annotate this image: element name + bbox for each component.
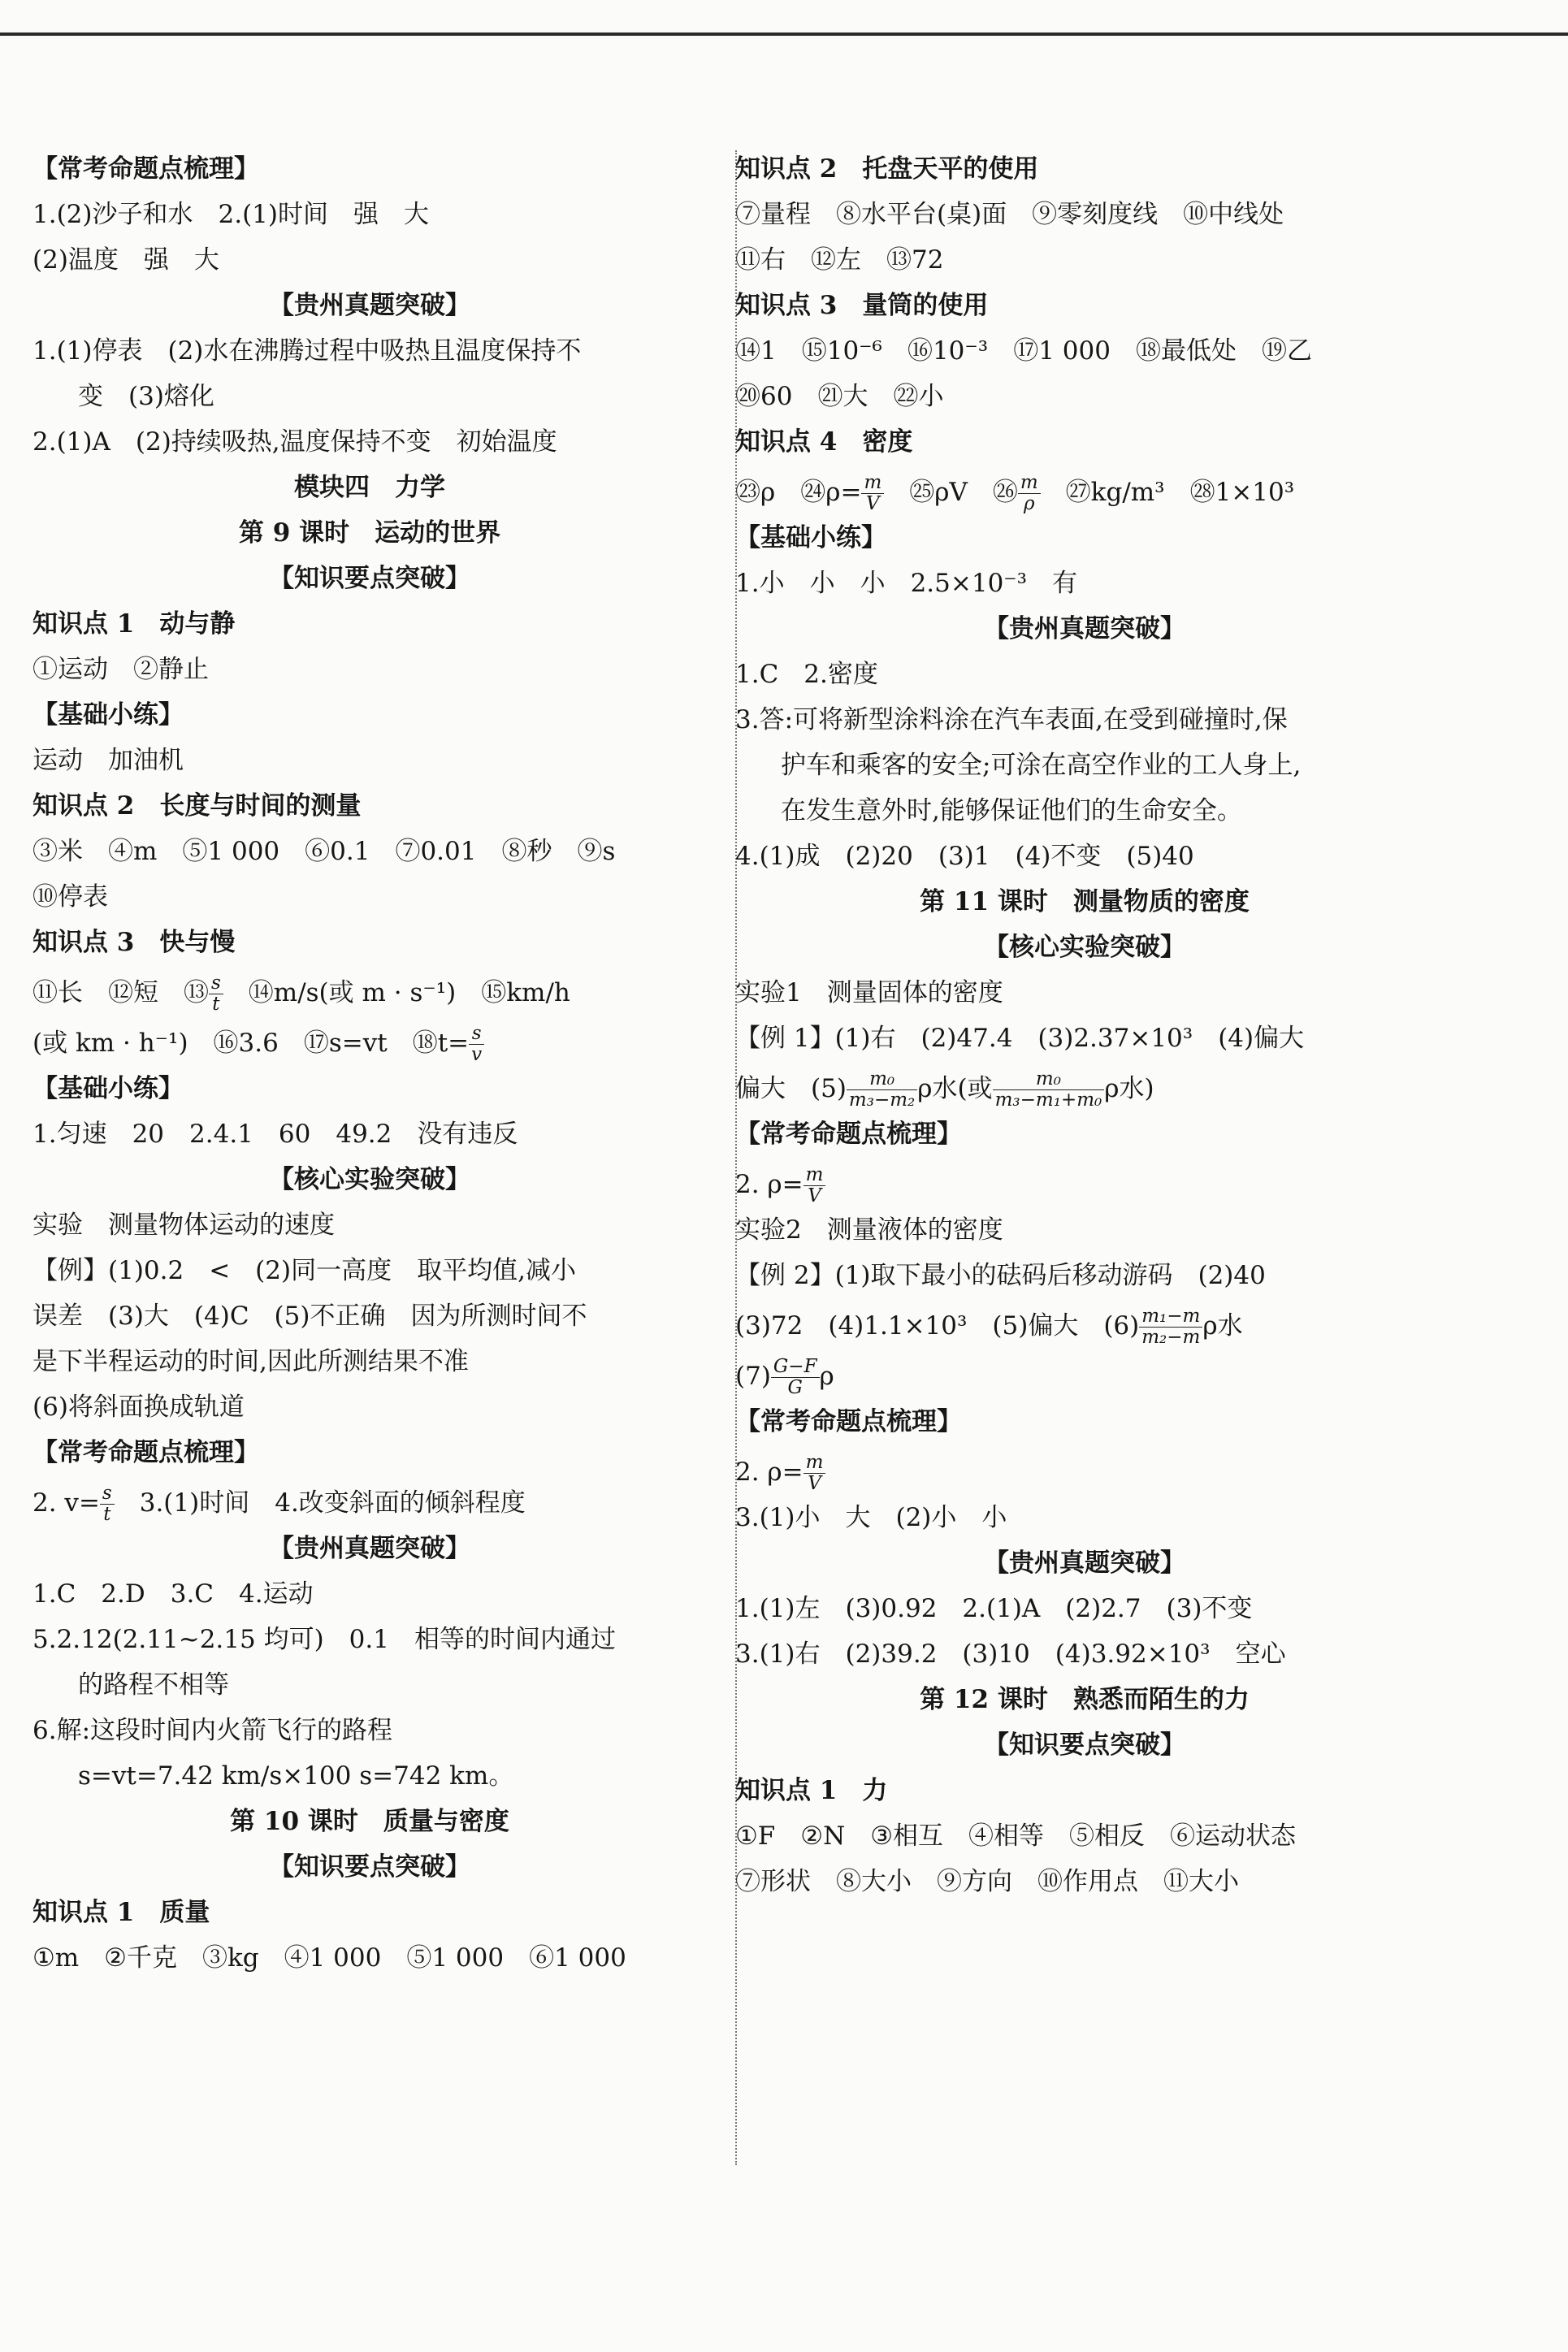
section-heading: 【常考命题点梳理】	[32, 154, 259, 184]
answer-line: 运动 加油机	[32, 746, 184, 775]
fraction	[100, 1484, 115, 1526]
fraction-denominator: t	[103, 1504, 111, 1525]
text-segment: (7)	[735, 1362, 771, 1391]
section-heading: 【常考命题点梳理】	[735, 1120, 962, 1149]
section-heading: 【核心实验突破】	[984, 933, 1185, 962]
text-segment: (或 km · h⁻¹) ⑯3.6 ⑰s=vt ⑱t=	[32, 1029, 470, 1058]
answer-line: 的路程不相等	[78, 1670, 229, 1700]
answer-line: ⑳60 ㉑大 ㉒小	[735, 382, 944, 411]
answer-line: ①F ②N ③相互 ④相等 ⑤相反 ⑥运动状态	[735, 1821, 1297, 1851]
experiment-heading: 实验1 测量固体的密度	[735, 978, 1003, 1007]
fraction	[469, 1024, 484, 1066]
answer-line: ⑪右 ⑫左 ⑬72	[735, 245, 944, 275]
answer-line: 1.匀速 20 2.4.1 60 49.2 没有违反	[32, 1120, 518, 1149]
text-segment: ⑪长 ⑫短 ⑬	[32, 978, 209, 1007]
fraction	[803, 1453, 826, 1495]
fraction	[993, 1069, 1105, 1111]
left-column	[32, 146, 707, 1981]
answer-line: ①运动 ②静止	[32, 655, 209, 684]
answer-line: ⑩停表	[32, 882, 108, 912]
section-heading: 【常考命题点梳理】	[32, 1438, 259, 1467]
section-heading: 【贵州真题突破】	[984, 1549, 1185, 1578]
fraction-denominator: V	[808, 1185, 821, 1206]
answer-line: 3.(1)小 大 (2)小 小	[735, 1503, 1007, 1532]
text-segment: 2. ρ=	[735, 1458, 803, 1487]
fraction-denominator: V	[808, 1473, 821, 1494]
fraction-denominator: m₂−m	[1141, 1327, 1201, 1348]
answer-line: 1.C 2.D 3.C 4.运动	[32, 1579, 314, 1609]
lesson-title: 第 12 课时 熟悉而陌生的力	[920, 1685, 1250, 1714]
fraction-numerator: m₁−m	[1139, 1306, 1202, 1328]
answer-line	[32, 1480, 707, 1526]
fraction-denominator: v	[471, 1044, 483, 1065]
section-heading: 【贵州真题突破】	[269, 291, 470, 320]
fraction-numerator: G−F	[771, 1357, 820, 1378]
knowledge-point-heading: 知识点 2 长度与时间的测量	[32, 791, 362, 821]
section-heading: 【贵州真题突破】	[984, 614, 1185, 643]
fraction-denominator: m₃−m₂	[848, 1089, 916, 1111]
section-heading: 【基础小练】	[32, 700, 184, 730]
fraction-denominator: t	[212, 994, 220, 1015]
lesson-title: 第 11 课时 测量物质的密度	[920, 887, 1250, 916]
fraction-numerator: m	[803, 1453, 826, 1474]
answer-line	[735, 1449, 1434, 1495]
answer-line: 1.(2)沙子和水 2.(1)时间 强 大	[32, 200, 429, 229]
answer-line: 3.(1)右 (2)39.2 (3)10 (4)3.92×10³ 空心	[735, 1639, 1286, 1669]
right-column	[735, 146, 1434, 1904]
fraction-denominator: V	[866, 493, 880, 514]
text-segment: ρ水(或	[917, 1074, 993, 1103]
section-heading: 【常考命题点梳理】	[735, 1407, 962, 1436]
text-segment: ㉓ρ ㉔ρ=	[735, 478, 862, 507]
fraction	[803, 1165, 826, 1207]
answer-line	[32, 1020, 707, 1066]
answer-line: ⑦量程 ⑧水平台(桌)面 ⑨零刻度线 ⑩中线处	[735, 200, 1284, 229]
text-segment: (3)72 (4)1.1×10³ (5)偏大 (6)	[735, 1311, 1140, 1341]
answer-line: ⑦形状 ⑧大小 ⑨方向 ⑩作用点 ⑪大小	[735, 1867, 1239, 1896]
section-heading: 【知识要点突破】	[269, 1852, 470, 1882]
answer-line	[735, 1303, 1434, 1349]
answer-line: 1.小 小 小 2.5×10⁻³ 有	[735, 569, 1078, 598]
answer-line: 误差 (3)大 (4)C (5)不正确 因为所测时间不	[32, 1302, 587, 1331]
text-segment: ⑭m/s(或 m · s⁻¹) ⑮km/h	[223, 978, 570, 1007]
knowledge-point-heading: 知识点 3 快与慢	[32, 928, 236, 957]
knowledge-point-heading: 知识点 2 托盘天平的使用	[735, 154, 1039, 184]
text-segment: ㉗kg/m³ ㉘1×10³	[1040, 478, 1295, 507]
answer-line: 1.C 2.密度	[735, 660, 878, 689]
answer-line: 5.2.12(2.11~2.15 均可) 0.1 相等的时间内通过	[32, 1625, 616, 1654]
fraction-numerator: s	[209, 973, 223, 994]
answer-line	[735, 470, 1434, 515]
section-heading: 【知识要点突破】	[984, 1730, 1185, 1760]
answer-line	[735, 1162, 1434, 1207]
answer-line: (6)将斜面换成轨道	[32, 1393, 245, 1422]
fraction-numerator: s	[469, 1024, 484, 1045]
answer-line	[735, 1066, 1434, 1111]
fraction-denominator: G	[787, 1377, 803, 1398]
section-heading: 【贵州真题突破】	[269, 1534, 470, 1563]
answer-line: 变 (3)熔化	[78, 382, 214, 411]
answer-line: 6.解:这段时间内火箭飞行的路程	[32, 1716, 393, 1745]
text-segment: ρ水	[1202, 1311, 1243, 1341]
module-title: 模块四 力学	[294, 473, 445, 502]
answer-line: 1.(1)停表 (2)水在沸腾过程中吸热且温度保持不	[32, 336, 582, 366]
text-segment: ㉕ρV ㉖	[884, 478, 1018, 507]
fraction-numerator: m₀	[993, 1069, 1105, 1090]
section-heading: 【基础小练】	[32, 1074, 184, 1103]
answer-line: 3.答:可将新型涂料涂在汽车表面,在受到碰撞时,保	[735, 705, 1288, 734]
fraction	[847, 1069, 917, 1111]
fraction-numerator: m	[861, 473, 884, 494]
top-rule	[0, 32, 1568, 36]
answer-line: 是下半程运动的时间,因此所测结果不准	[32, 1347, 469, 1376]
fraction-numerator: m₀	[847, 1069, 917, 1090]
answer-line	[735, 1354, 1434, 1399]
fraction-numerator: m	[803, 1165, 826, 1186]
answer-line: 【例】(1)0.2 < (2)同一高度 取平均值,减小	[32, 1256, 576, 1285]
text-segment: 3.(1)时间 4.改变斜面的倾斜程度	[114, 1488, 526, 1518]
answer-line: 2.(1)A (2)持续吸热,温度保持不变 初始温度	[32, 427, 557, 457]
fraction-numerator: s	[100, 1484, 115, 1505]
answer-line: 4.(1)成 (2)20 (3)1 (4)不变 (5)40	[735, 842, 1194, 871]
fraction	[771, 1357, 820, 1399]
text-segment: 偏大 (5)	[735, 1074, 847, 1103]
fraction-numerator: m	[1018, 473, 1041, 494]
lesson-title: 第 9 课时 运动的世界	[238, 518, 501, 548]
section-heading: 【知识要点突破】	[269, 564, 470, 593]
text-segment: 2. v=	[32, 1488, 100, 1518]
answer-line: 【例 1】(1)右 (2)47.4 (3)2.37×10³ (4)偏大	[735, 1024, 1305, 1053]
fraction-denominator: ρ	[1024, 493, 1035, 514]
answer-line: 在发生意外时,能够保证他们的生命安全。	[781, 796, 1242, 825]
answer-line: s=vt=7.42 km/s×100 s=742 km。	[78, 1761, 514, 1791]
answer-line: 【例 2】(1)取下最小的砝码后移动游码 (2)40	[735, 1261, 1266, 1290]
text-segment: ρ	[819, 1362, 834, 1391]
fraction	[209, 973, 223, 1016]
fraction	[1018, 473, 1041, 515]
answer-line: ③米 ④m ⑤1 000 ⑥0.1 ⑦0.01 ⑧秒 ⑨s	[32, 837, 616, 866]
knowledge-point-heading: 知识点 1 动与静	[32, 609, 236, 639]
text-segment: 2. ρ=	[735, 1170, 803, 1199]
section-heading: 【基础小练】	[735, 523, 886, 552]
fraction-denominator: m₃−m₁+m₀	[994, 1089, 1102, 1111]
lesson-title: 第 10 课时 质量与密度	[230, 1807, 509, 1836]
answer-line: ⑭1 ⑮10⁻⁶ ⑯10⁻³ ⑰1 000 ⑱最低处 ⑲乙	[735, 336, 1312, 366]
answer-line	[32, 970, 707, 1016]
answer-line: ①m ②千克 ③kg ④1 000 ⑤1 000 ⑥1 000	[32, 1943, 626, 1973]
fraction	[861, 473, 884, 515]
knowledge-point-heading: 知识点 4 密度	[735, 427, 913, 457]
knowledge-point-heading: 知识点 3 量筒的使用	[735, 291, 989, 320]
fraction	[1139, 1306, 1202, 1349]
answer-line: (2)温度 强 大	[32, 245, 219, 275]
knowledge-point-heading: 知识点 1 质量	[32, 1898, 210, 1927]
answer-line: 护车和乘客的安全;可涂在高空作业的工人身上,	[781, 751, 1302, 780]
experiment-heading: 实验 测量物体运动的速度	[32, 1211, 335, 1240]
section-heading: 【核心实验突破】	[269, 1165, 470, 1194]
text-segment: ρ水)	[1104, 1074, 1154, 1103]
answer-line: 1.(1)左 (3)0.92 2.(1)A (2)2.7 (3)不变	[735, 1594, 1253, 1623]
knowledge-point-heading: 知识点 1 力	[735, 1776, 888, 1805]
experiment-heading: 实验2 测量液体的密度	[735, 1215, 1003, 1245]
